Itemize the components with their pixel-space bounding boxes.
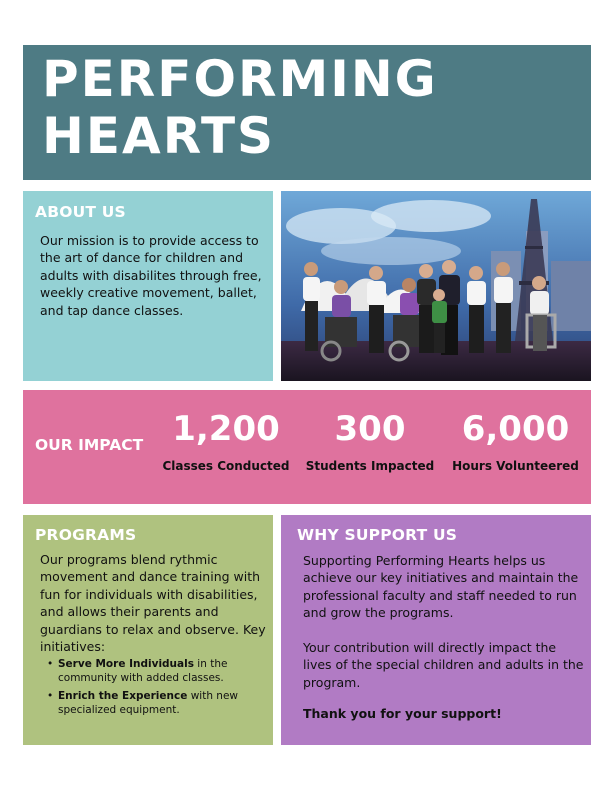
initiatives-list <box>47 657 267 721</box>
why-paragraph-1: Supporting Performing Hearts helps us achieve our key initiatives and maintain the professional faculty and staff needed to run and grow the programs. <box>303 553 579 621</box>
thank-you-text: Thank you for your support! <box>303 706 502 721</box>
impact-section <box>23 390 591 504</box>
about-title: ABOUT US <box>35 203 126 221</box>
stat-hours <box>448 408 583 474</box>
about-section <box>23 191 273 381</box>
about-text: Our mission is to provide access to the art of dance for children and adults with disabilites through free, weekly creative movement, ballet, and tap dance classes. <box>40 233 262 318</box>
why-support-section <box>281 515 591 745</box>
why-title: WHY SUPPORT US <box>297 526 458 544</box>
stat-classes <box>161 408 291 474</box>
programs-text: Our programs blend rythmic movement and dance training with fun for individuals with disabilities, and allows their parents and guardians to relax and observe. Key initiatives: <box>40 552 266 655</box>
impact-title: OUR IMPACT <box>35 436 144 454</box>
page-title <box>42 51 462 165</box>
stat-label: Students Impacted <box>305 459 435 473</box>
why-paragraph-2: Your contribution will directly impact the lives of the special children and adults in the program. <box>303 640 584 690</box>
group-photo <box>281 191 591 381</box>
initiative-detail: with new specialized equipment. <box>58 690 239 716</box>
programs-title: PROGRAMS <box>35 526 137 544</box>
stat-value: 300 <box>334 409 406 449</box>
initiative-name: Serve More Individuals <box>58 658 194 670</box>
bullet-icon: • <box>47 690 54 702</box>
programs-section <box>23 515 273 745</box>
initiative-name: Enrich the Experience <box>58 690 188 702</box>
bullet-icon: • <box>47 658 54 670</box>
stage-photo-illustration <box>281 191 591 381</box>
stat-students <box>305 408 435 474</box>
stat-label: Classes Conducted <box>162 459 290 473</box>
stat-label: Hours Volunteered <box>452 459 579 473</box>
page-title-text: PERFORMING HEARTS <box>42 50 438 165</box>
stat-value: 1,200 <box>172 409 280 449</box>
list-item <box>47 689 267 717</box>
initiative-detail: in the community with added classes. <box>58 658 228 684</box>
stat-value: 6,000 <box>461 409 570 449</box>
list-item <box>47 657 267 685</box>
header-banner <box>23 45 591 180</box>
